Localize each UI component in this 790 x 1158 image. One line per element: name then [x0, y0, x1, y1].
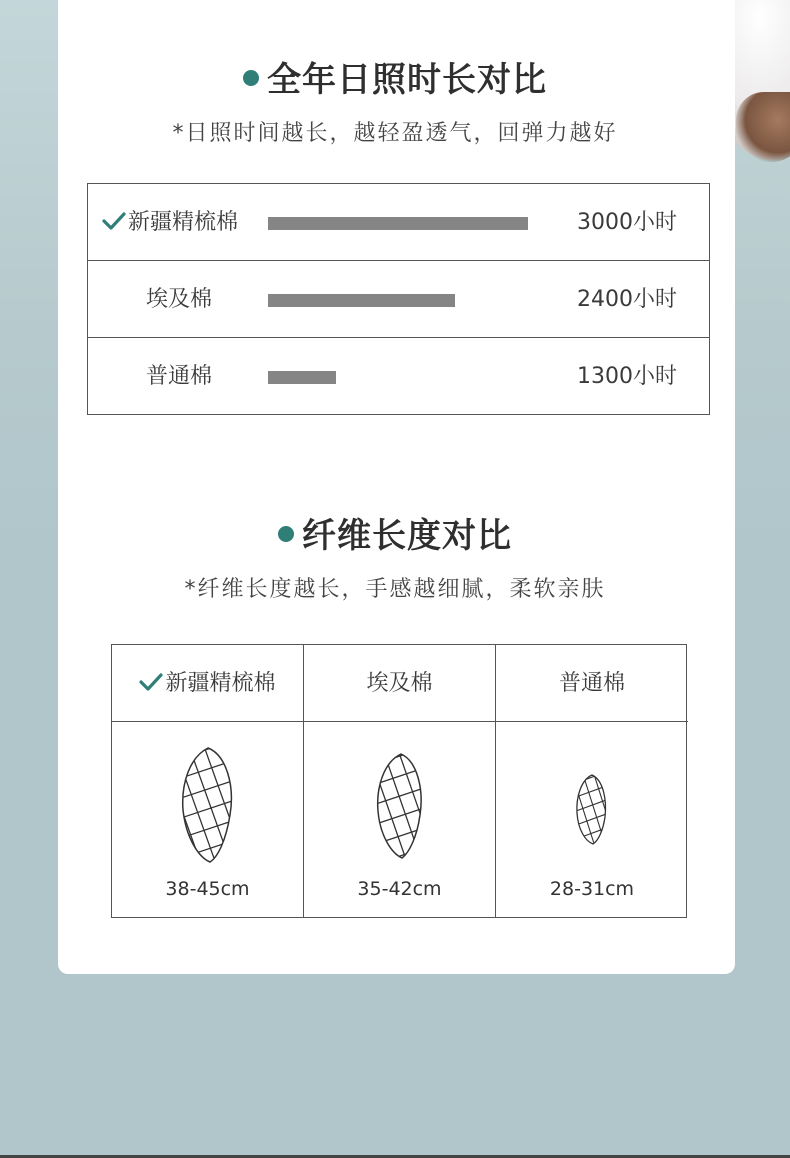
row-label: 普通棉: [146, 364, 213, 389]
checkmark-icon: [102, 211, 126, 231]
bullet-dot-icon: [243, 70, 259, 86]
row-value: 1300小时: [577, 364, 677, 389]
row-label-text: 新疆精梳棉: [128, 210, 239, 235]
row-value: 2400小时: [577, 287, 677, 312]
fiber-column: [112, 645, 304, 917]
sunlight-bar: [268, 371, 336, 384]
fiber-column: [304, 645, 496, 917]
fiber-length: 35-42cm: [357, 878, 442, 900]
table-row: [88, 338, 709, 415]
row-value: 3000小时: [577, 210, 677, 235]
row-label: [102, 184, 238, 261]
sunlight-bar: [268, 294, 455, 307]
fiber-column: [496, 645, 688, 917]
sunlight-title-text: 全年日照时长对比: [267, 60, 547, 100]
fiber-table: [111, 644, 687, 918]
column-header: 普通棉: [496, 645, 688, 722]
column-header: 埃及棉: [304, 645, 495, 722]
fiber-medium-icon: [304, 751, 495, 865]
column-header: [112, 645, 303, 722]
fiber-length: 38-45cm: [165, 878, 250, 900]
table-row: [88, 184, 709, 261]
sunlight-bar: [268, 217, 528, 230]
sunlight-section-title: [0, 52, 790, 101]
column-header-text: 新疆精梳棉: [165, 671, 276, 696]
fiber-subtitle: *纤维长度越长，手感越细腻，柔软亲肤: [184, 577, 606, 602]
checkmark-icon: [139, 672, 163, 692]
fiber-small-icon: [496, 773, 688, 851]
sunlight-table: [87, 183, 710, 415]
fiber-title-text: 纤维长度对比: [302, 516, 512, 556]
table-row: [88, 261, 709, 338]
fiber-large-icon: [112, 745, 303, 869]
fiber-length: 28-31cm: [549, 878, 635, 900]
fiber-section-title: [0, 508, 790, 557]
row-label: 埃及棉: [146, 287, 213, 312]
sunlight-subtitle: *日照时间越长，越轻盈透气，回弹力越好: [172, 121, 618, 146]
bullet-dot-icon: [278, 526, 294, 542]
